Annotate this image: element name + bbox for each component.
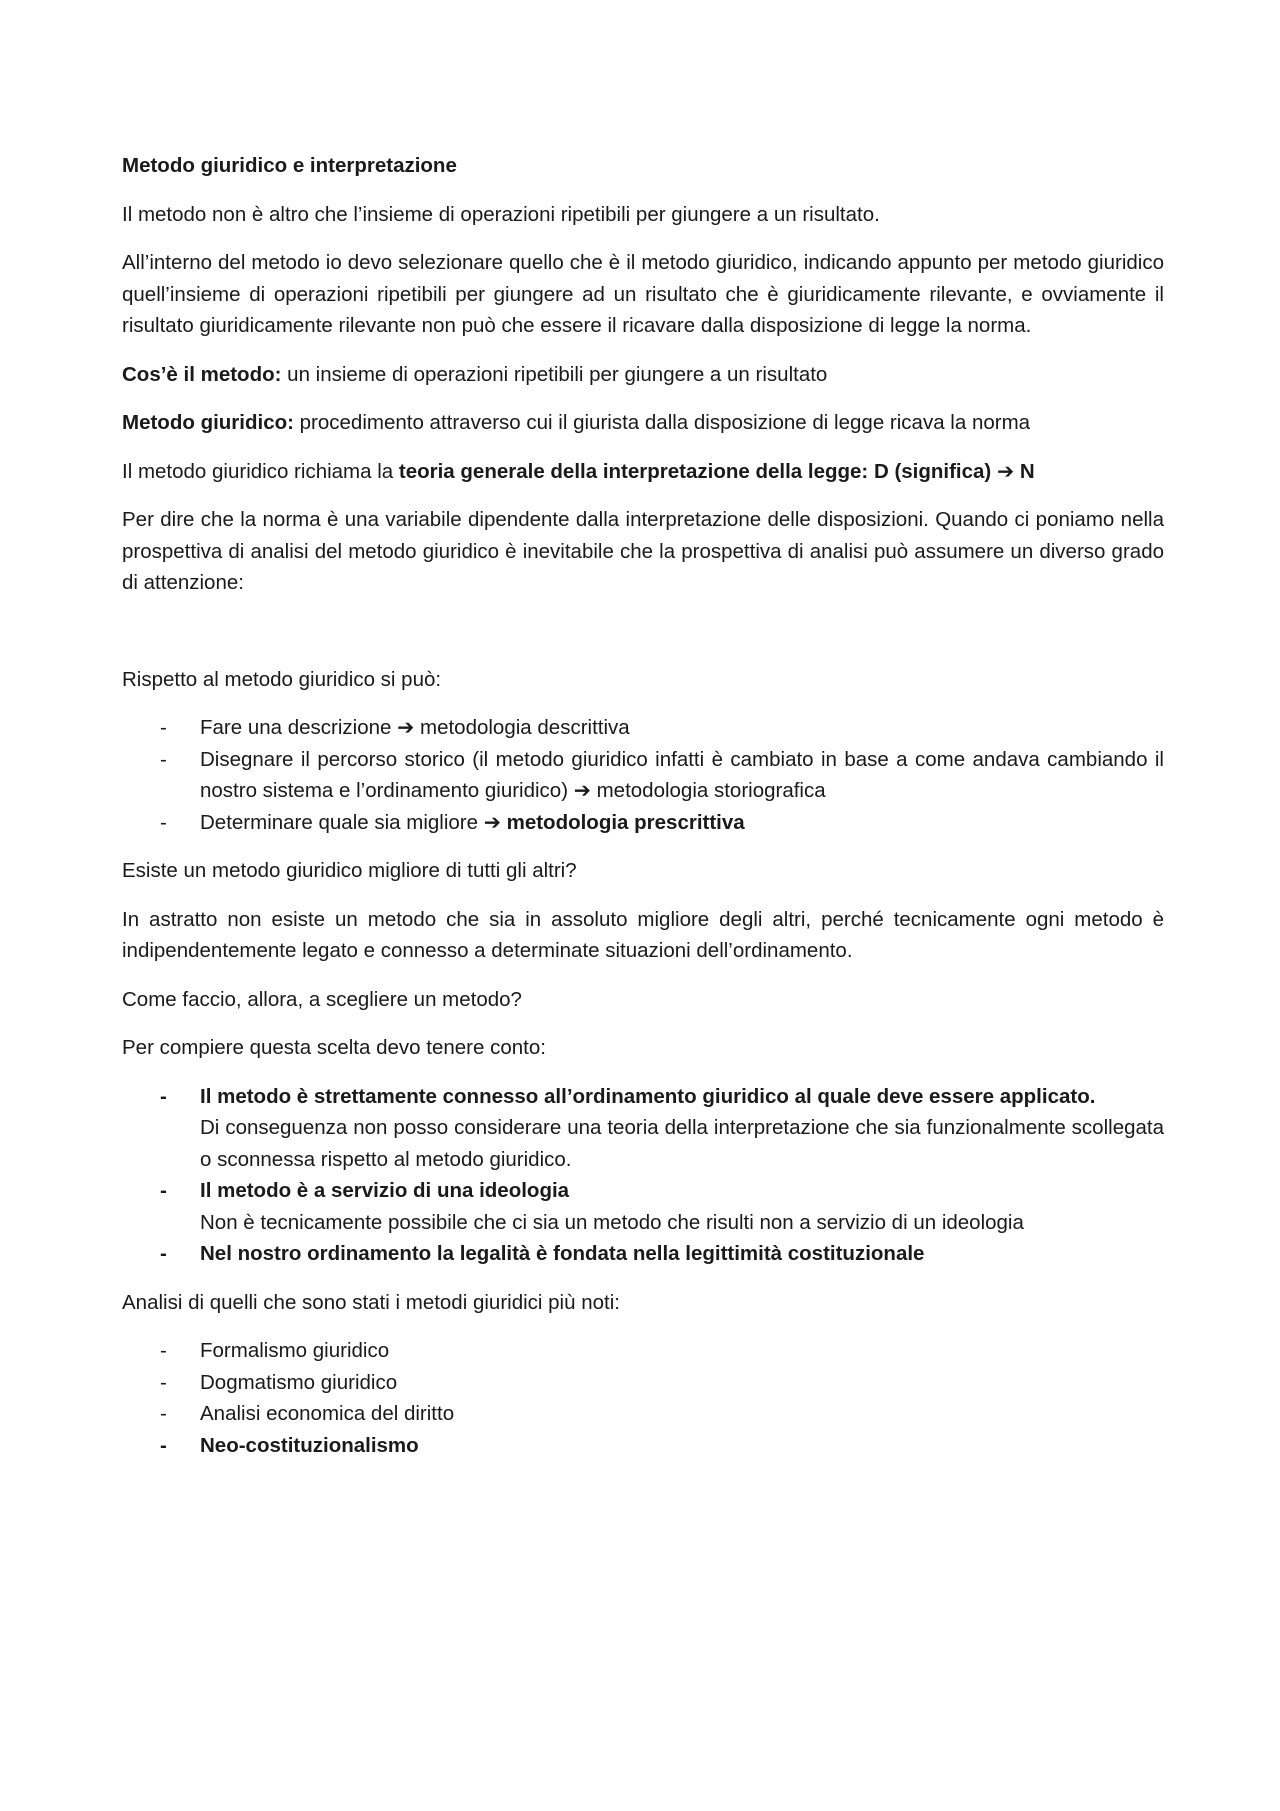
list-item-text: Analisi economica del diritto [200, 1402, 455, 1425]
paragraph-dependent-variable: Per dire che la norma è una variabile dipendente dalla interpretazione delle disposizioni. Quando ci poniamo nella prospettiva di analisi del metodo giuridico è inevitabile che la prospettiva di analisi può assumere un diverso grado di attenzione: [122, 508, 1164, 594]
definition-term: Cos’è il metodo: [122, 362, 282, 386]
dash-marker: - [160, 1084, 167, 1108]
dash-marker: - [160, 1433, 167, 1457]
list-item [122, 1238, 1164, 1270]
list-item-text: Formalismo giuridico [200, 1339, 390, 1362]
definition-text: un insieme di operazioni ripetibili per giungere a un risultato [281, 362, 828, 386]
question-best-method: Esiste un metodo giuridico migliore di tutti gli altri? [122, 859, 577, 882]
paragraph-choice: Per compiere questa scelta devo tenere conto: [122, 1036, 546, 1059]
dash-marker: - [160, 1179, 167, 1202]
criteria-list [122, 1081, 1164, 1270]
dash-marker: - [160, 1242, 167, 1265]
list-item [122, 1367, 1164, 1399]
list-item-text: Determinare quale sia migliore [200, 810, 484, 834]
document-page [122, 150, 1164, 1478]
list-item-text: Dogmatismo giuridico [200, 1370, 398, 1394]
list-item-bold-text: Il metodo è strettamente connesso all’ordinamento giuridico al quale deve essere applicato. [200, 1084, 1096, 1108]
dash-marker: - [160, 1370, 167, 1394]
blank-space [122, 616, 1164, 664]
list-item [122, 807, 1164, 839]
list-item [122, 1335, 1164, 1367]
list-item [122, 744, 1164, 807]
paragraph-analysis: Analisi di quelli che sono stati i metodi giuridici più noti: [122, 1290, 620, 1314]
list-item-text: Di conseguenza non posso considerare una teoria della interpretazione che sia funzionalmente scollegata o sconnessa rispetto al metodo giuridico. [200, 1116, 1164, 1171]
list-item-text: Fare una descrizione ➔ metodologia descrittiva [200, 716, 630, 739]
list-item [122, 712, 1164, 744]
list-item [122, 1398, 1164, 1430]
paragraph-legal-method: All’interno del metodo io devo selezionare quello che è il metodo giuridico, indicando appunto per metodo giuridico quell’insieme di operazioni ripetibili per giungere ad un risultato che è giuridicamente rilevante, e ovviamente il risultato giuridicamente rilevante non può che essere il ricavare dalla disposizione di legge la norma. [122, 251, 1164, 337]
paragraph-method-definition: Il metodo non è altro che l’insieme di operazioni ripetibili per giungere a un risultato. [122, 202, 880, 226]
paragraph-with-respect: Rispetto al metodo giuridico si può: [122, 667, 442, 691]
paragraph-abstract: In astratto non esiste un metodo che sia in assoluto migliore degli altri, perché tecnicamente ogni metodo è indipendentemente legato e connesso a determinate situazioni dell’ordinamento. [122, 907, 1164, 962]
list-item-bold-text: Il metodo è a servizio di una ideologia [200, 1179, 570, 1202]
list-item-bold-text: Nel nostro ordinamento la legalità è fondata nella legittimità costituzionale [200, 1242, 925, 1265]
definition-text: procedimento attraverso cui il giurista dalla disposizione di legge ricava la norma [293, 411, 1031, 434]
list-item-bold-text: ➔ metodologia prescrittiva [483, 810, 745, 834]
document-title: Metodo giuridico e interpretazione [122, 154, 457, 177]
list-item-text: Disegnare il percorso storico (il metodo giuridico infatti è cambiato in base a come andava cambiando il nostro sistema e l’ordinamento giuridico) ➔ metodologia storiografica [200, 747, 1164, 802]
dash-marker: - [160, 716, 167, 739]
list-item-text: Non è tecnicamente possibile che ci sia un metodo che risulti non a servizio di un ideologia [200, 1210, 1024, 1234]
dash-marker: - [160, 747, 167, 771]
list-item [122, 1081, 1164, 1176]
paragraph-bold-text: teoria generale della interpretazione della legge: D (significa) ➔ N [398, 459, 1035, 483]
definition-method [122, 359, 1164, 391]
paragraph-text: Il metodo giuridico richiama la [122, 459, 399, 483]
paragraph-interpretation-theory [122, 456, 1164, 488]
list-item-bold-text: Neo-costituzionalismo [200, 1433, 419, 1457]
question-choose-method: Come faccio, allora, a scegliere un metodo? [122, 987, 522, 1011]
legal-methods-list [122, 1335, 1164, 1461]
dash-marker: - [160, 1339, 167, 1362]
list-item [122, 1430, 1164, 1462]
list-item [122, 1175, 1164, 1238]
dash-marker: - [160, 810, 167, 834]
methodology-list [122, 712, 1164, 838]
definition-term: Metodo giuridico: [122, 411, 294, 434]
dash-marker: - [160, 1402, 167, 1425]
definition-legal-method [122, 407, 1164, 439]
